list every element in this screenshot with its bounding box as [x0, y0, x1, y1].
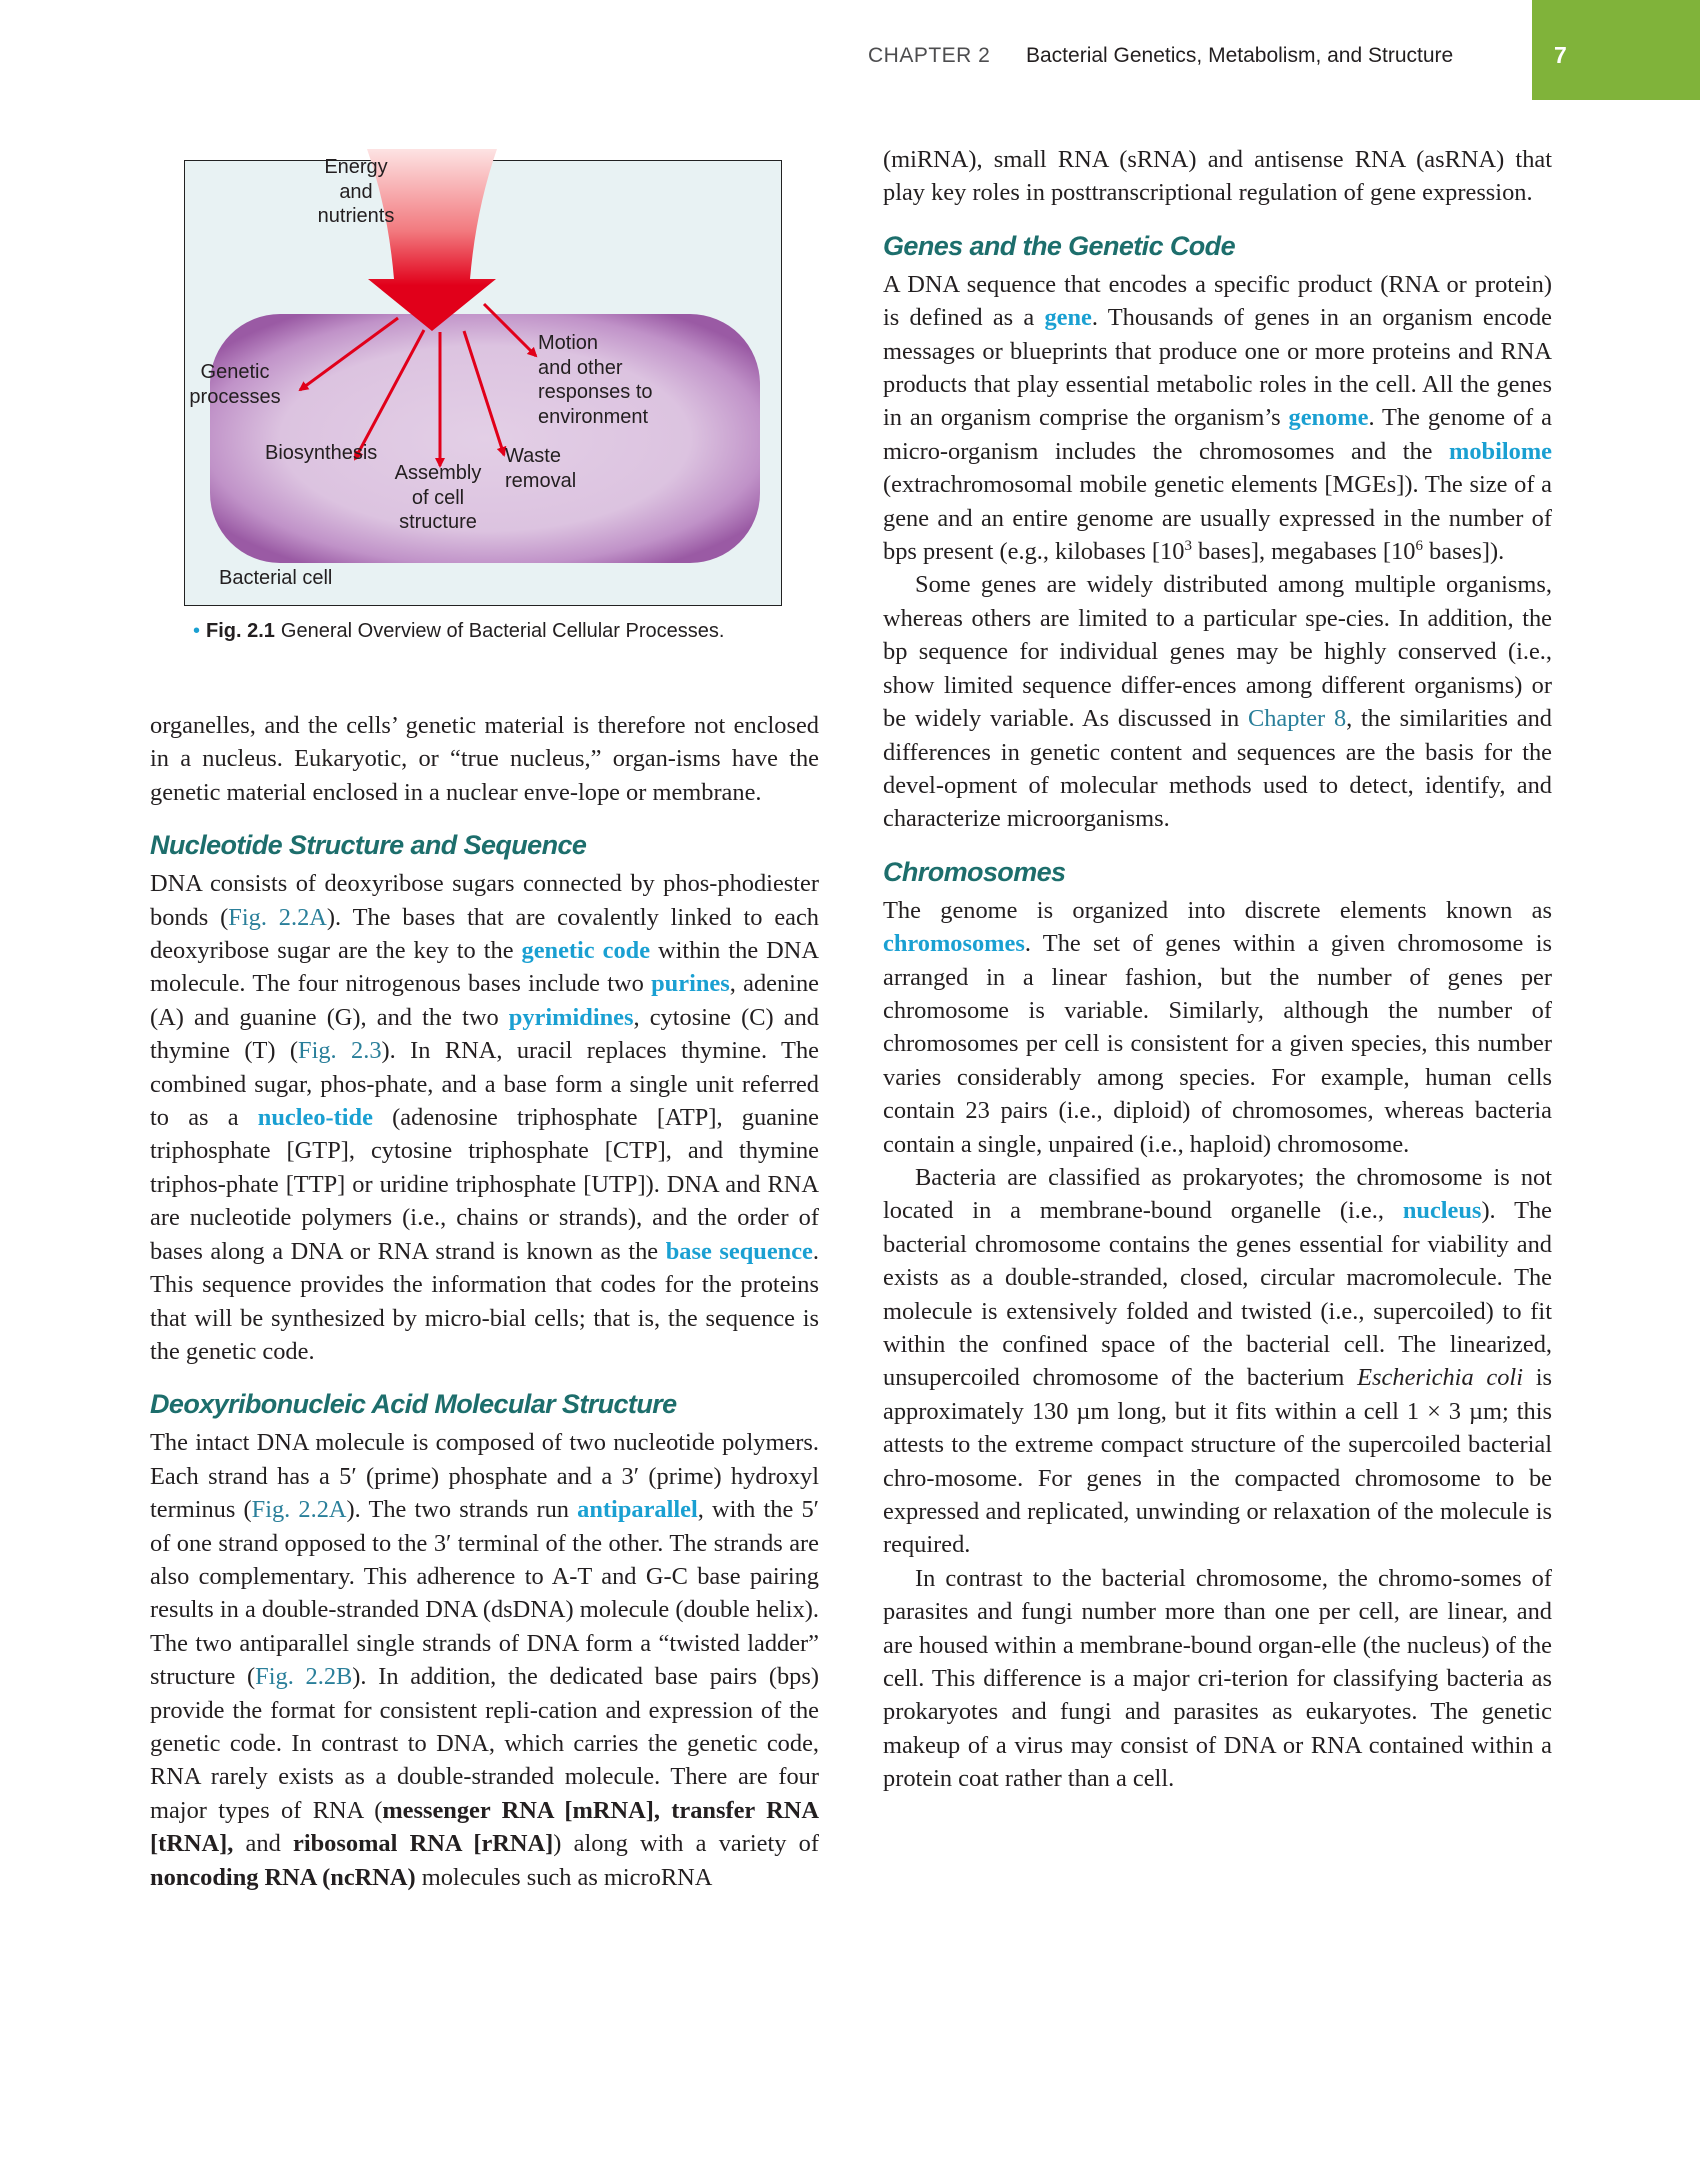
- running-header: [0, 0, 1700, 100]
- term-genetic-code[interactable]: genetic code: [521, 937, 651, 965]
- right-column: [883, 143, 1552, 1796]
- term-purines[interactable]: purines: [651, 970, 730, 998]
- caption-bullet-icon: •: [193, 620, 201, 642]
- term-nucleus[interactable]: nucleus: [1402, 1197, 1482, 1225]
- label-energy-nutrients: Energy and nutrients: [317, 156, 395, 227]
- heading-genes-genetic-code: Genes and the Genetic Code: [883, 230, 1235, 261]
- figure-bacterial-processes: [184, 156, 782, 606]
- term-genome[interactable]: genome: [1288, 404, 1369, 432]
- paragraph-chromosomes: The genome is organized into discrete elements known as chromosomes. The set of genes within a given chromosome is arranged in a linear fashion, but the number of genes per chromosome is variable. Similarly, although the number of chromosomes per cell is consistent for a given species, this number varies considerably among species. For example, human cells contain 23 pairs (i.e., diploid) of chromosomes, whereas bacteria contain a single, unpaired (i.e., haploid) chromosome. Bacteria are classified as prokaryotes; the chromosome is not located in a membrane-bound organelle (i.e., nucleus). The bacterial chromosome contains the genes essential for viability and exists as a double-stranded, closed, circular macromolecule. The molecule is extensively folded and twisted (i.e., supercoiled) to fit within the confined space of the bacterial cell. The linearized, unsupercoiled chromosome of the bacterium Escherichia coli is approximately 130 µm long, but it fits within a cell 1 × 3 µm; this attests to the extreme compact structure of the supercoiled bacterial chro-mosome. For genes in the compacted chromosome to be expressed and replicated, unwinding or relaxation of the molecule is required. In contrast to the bacterial chromosome, the chromo-somes of parasites and fungi number more than one per cell, are linear, and are housed within a membrane-bound organ-elle (the nucleus) of the cell. This difference is a major cri-terion for classifying bacteria as prokaryotes and fungi and parasites as eukaryotes. The genetic makeup of a virus may consist of DNA or RNA contained within a protein coat rather than a cell.: [883, 896, 1553, 1793]
- heading-dna-structure: Deoxyribonucleic Acid Molecular Structure: [150, 1389, 677, 1420]
- xref-fig-2-2a[interactable]: Fig. 2.2A: [228, 903, 327, 931]
- label-bacterial-cell: Bacterial cell: [219, 567, 333, 589]
- paragraph-nucleotide: DNA consists of deoxyribose sugars connected by phos-phodiester bonds (Fig. 2.2A). The bases that are covalently linked to each deoxyribose sugar are the key to the genetic code within the DNA molecule. The four nitrogenous bases include two purines, adenine (A) and guanine (G), and the two pyrimidines, cytosine (C) and thymine (T) (Fig. 2.3). In RNA, uracil replaces thymine. The combined sugar, phos-phate, and a base form a single unit referred to as a nucleo-tide (adenosine triphosphate [ATP], guanine triphosphate [GTP], cytosine triphosphate [CTP], and thymine triphos-phate [TTP] or uridine triphosphate [UTP]). DNA and RNA are nucleotide polymers (i.e., chains or strands), and the order of bases along a DNA or RNA strand is known as the base sequence. This sequence provides the information that codes for the proteins that will be synthesized by micro-bial cells; that is, the sequence is the genetic code.: [150, 870, 819, 1365]
- xref-chapter-8[interactable]: Chapter 8: [1247, 705, 1347, 733]
- term-nucleotide[interactable]: nucleo-tide: [257, 1104, 373, 1132]
- term-chromosomes[interactable]: chromosomes: [883, 930, 1025, 958]
- term-gene[interactable]: gene: [1044, 304, 1092, 332]
- heading-nucleotide-structure: Nucleotide Structure and Sequence: [150, 830, 587, 861]
- term-mobilome[interactable]: mobilome: [1449, 437, 1552, 465]
- label-motion: Motion and other responses to environment: [538, 332, 653, 428]
- page-number-tab: [1532, 0, 1700, 100]
- heading-chromosomes: Chromosomes: [883, 856, 1066, 887]
- caption-text: General Overview of Bacterial Cellular Processes.: [280, 620, 725, 642]
- page-number: 7: [1554, 42, 1567, 68]
- figure-caption: [193, 620, 724, 643]
- paragraph-organelles: organelles, and the cells’ genetic material is therefore not enclosed in a nucleus. Eukaryotic, or “true nucleus,” organ-isms have the genetic material enclosed in a nuclear enve-lope or membrane.: [150, 712, 819, 806]
- left-column: [150, 709, 819, 1894]
- paragraph-dna-structure: The intact DNA molecule is composed of two nucleotide polymers. Each strand has a 5′ (prime) phosphate and a 3′ (prime) hydroxyl terminus (Fig. 2.2A). The two strands run antiparallel, with the 5′ of one strand opposed to the 3′ terminal of the other. The strands are also complementary. This adherence to A-T and G-C base pairing results in a double-stranded DNA (dsDNA) molecule (double helix). The two antiparallel single strands of DNA form a “twisted ladder” structure (Fig. 2.2B). In addition, the dedicated base pairs (bps) provide the format for consistent repli-cation and expression of the genetic code. In contrast to DNA, which carries the genetic code, RNA rarely exists as a double-stranded molecule. There are four major types of RNA (messenger RNA [mRNA], transfer RNA [tRNA], and ribosomal RNA [rRNA]) along with a variety of noncoding RNA (ncRNA) molecules such as microRNA: [150, 1429, 819, 1891]
- label-waste-removal: Waste removal: [505, 445, 577, 492]
- chapter-label: CHAPTER 2: [868, 44, 991, 67]
- label-biosynthesis: Biosynthesis: [265, 442, 378, 464]
- term-antiparallel[interactable]: antiparallel: [577, 1496, 698, 1524]
- label-assembly: Assembly of cell structure: [394, 462, 482, 533]
- paragraph-mirna: (miRNA), small RNA (sRNA) and antisense RNA (asRNA) that play key roles in posttranscriptional regulation of gene expression.: [883, 146, 1552, 207]
- label-genetic-processes: Genetic processes: [189, 361, 281, 408]
- term-base-sequence[interactable]: base sequence: [665, 1237, 813, 1265]
- xref-fig-2-2b[interactable]: Fig. 2.2B: [255, 1663, 353, 1691]
- xref-fig-2-2a[interactable]: Fig. 2.2A: [251, 1496, 347, 1524]
- paragraph-genes: A DNA sequence that encodes a specific product (RNA or protein) is defined as a gene. Thousands of genes in an organism encode messages or blueprints that produce one or more proteins and RNA products that play essential metabolic roles in the cell. All the genes in an organism comprise the organism’s genome. The genome of a micro-organism includes the chromosomes and the mobilome (extrachromosomal mobile genetic elements [MGEs]). The size of a gene and an entire genome are usually expressed in the number of bps present (e.g., kilobases [$10^3$ bases], megabases [$10^6$ bases]). Some genes are widely distributed among multiple organisms, whereas others are limited to a particular spe-cies. In addition, the bp sequence for individual genes may be highly conserved (i.e., show limited sequence differ-ences among different organisms) or be widely variable. As discussed in Chapter 8, the similarities and differences in genetic content and sequences are the basis for the devel-opment of molecular methods used to detect, identify, and characterize microorganisms.: [883, 270, 1552, 833]
- chapter-title: Bacterial Genetics, Metabolism, and Structure: [1026, 44, 1454, 67]
- term-pyrimidines[interactable]: pyrimidines: [508, 1003, 634, 1031]
- xref-fig-2-3[interactable]: Fig. 2.3: [298, 1037, 382, 1065]
- caption-figure-number: Fig. 2.1: [206, 620, 275, 642]
